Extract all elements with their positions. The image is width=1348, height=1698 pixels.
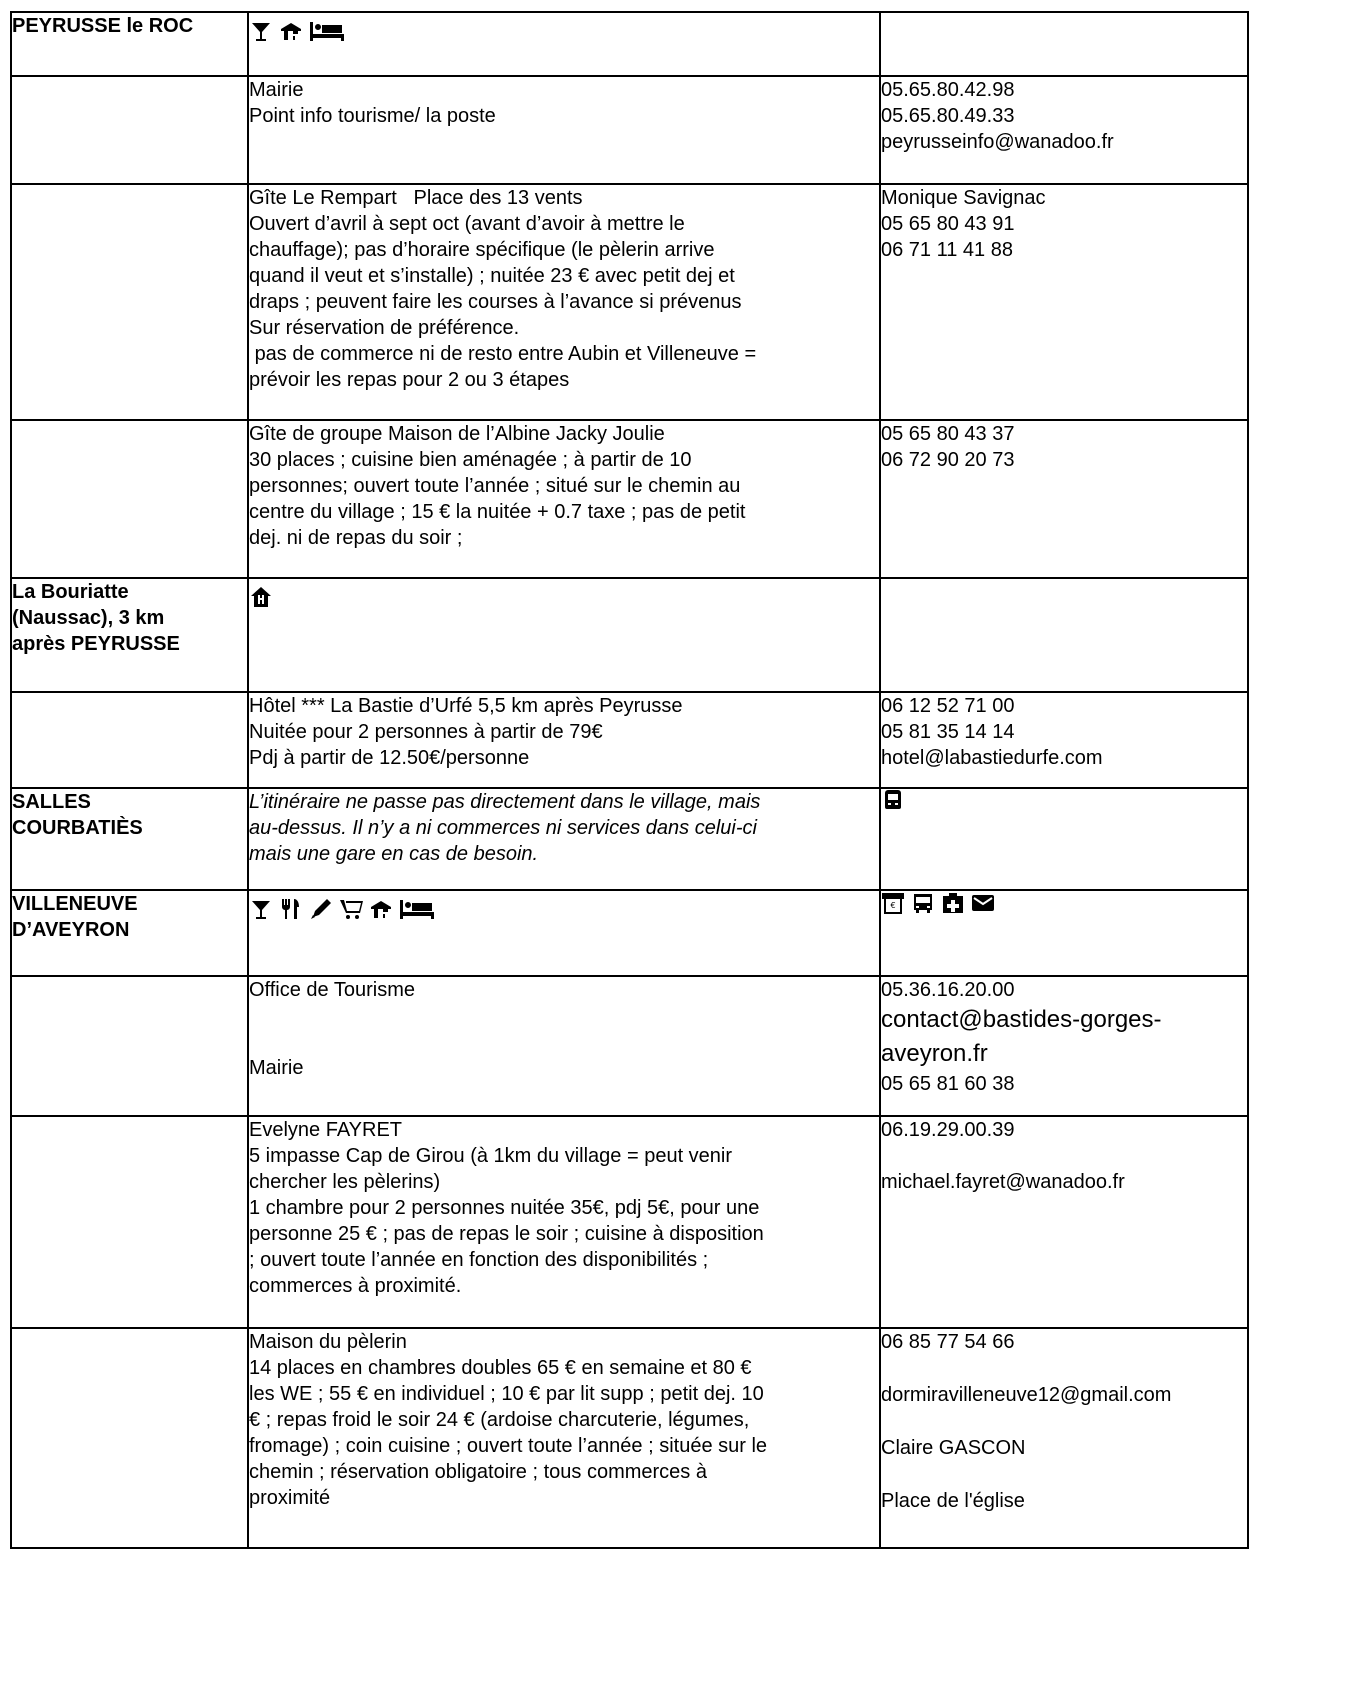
place-name: SALLES COURBATIÈS: [11, 788, 248, 890]
text-line: chemin ; réservation obligatoire ; tous commerces à: [249, 1461, 707, 1483]
text-line: dej. ni de repas du soir ;: [249, 527, 463, 549]
contact-cell: [880, 1328, 1248, 1548]
text-line: personnes; ouvert toute l’année ; situé sur le chemin au: [249, 475, 741, 497]
text-line: 14 places en chambres doubles 65 € en semaine et 80 €: [249, 1357, 752, 1379]
services-icons-cell: [248, 578, 880, 692]
text-line: Sur réservation de préférence.: [249, 317, 520, 339]
empty-cell: [11, 1328, 248, 1548]
shop-icon: [339, 897, 363, 921]
contact-cell: [880, 420, 1248, 578]
bus-icon: [911, 891, 935, 915]
text-line: centre du village ; 15 € la nuitée + 0.7 taxe ; pas de petit: [249, 501, 746, 523]
phone-number: 05.65.80.49.33: [881, 105, 1015, 127]
info-cell: [248, 76, 880, 184]
empty-cell: [11, 76, 248, 184]
text-line: prévoir les repas pour 2 ou 3 étapes: [249, 369, 570, 391]
email-address[interactable]: hotel@labastiedurfe.com: [881, 747, 1103, 769]
table-row: [11, 76, 1248, 184]
place-name: VILLENEUVE D’AVEYRON: [11, 890, 248, 976]
phone-number: 06 71 11 41 88: [881, 239, 1013, 261]
table-row: [11, 12, 1248, 76]
contact-name: Claire GASCON: [881, 1437, 1026, 1459]
contact-cell: [880, 692, 1248, 788]
contact-cell: [880, 976, 1248, 1116]
place-name: La Bouriatte (Naussac), 3 km après PEYRUSSE: [11, 578, 248, 692]
text-line: Point info tourisme/ la poste: [249, 105, 496, 127]
text-line: Hôtel *** La Bastie d’Urfé 5,5 km après Peyrusse: [249, 695, 683, 717]
email-address[interactable]: contact@bastides-gorges-aveyron.fr: [881, 1006, 1162, 1067]
mairie-label: Mairie: [249, 1057, 304, 1079]
contact-cell: [880, 1116, 1248, 1328]
text-line: Pdj à partir de 12.50€/personne: [249, 747, 530, 769]
phone-number: 05.65.80.42.98: [881, 79, 1015, 101]
bakery-icon: [369, 897, 393, 921]
text-line: Gîte Le Rempart Place des 13 vents: [249, 187, 583, 209]
empty-cell: [11, 420, 248, 578]
office-label: Office de Tourisme: [249, 979, 416, 1001]
empty-cell: [11, 1116, 248, 1328]
text-line: chauffage); pas d’horaire spécifique (le pèlerin arrive: [249, 239, 715, 261]
place-name: PEYRUSSE le ROC: [11, 12, 248, 76]
text-line: proximité: [249, 1487, 331, 1509]
info-cell: [248, 788, 880, 890]
text-line: Nuitée pour 2 personnes à partir de 79€: [249, 721, 603, 743]
contact-name: Monique Savignac: [881, 187, 1046, 209]
info-cell: [248, 184, 880, 420]
text-line: Gîte de groupe Maison de l’Albine Jacky Joulie: [249, 423, 665, 445]
table-row: [11, 692, 1248, 788]
info-cell: [248, 420, 880, 578]
phone-number: 05 81 35 14 14: [881, 721, 1015, 743]
empty-cell: [880, 12, 1248, 76]
table-row: [11, 976, 1248, 1116]
hotel-icon: [249, 585, 273, 609]
table-row: [11, 578, 1248, 692]
text-line: fromage) ; coin cuisine ; ouvert toute l’année ; située sur le: [249, 1435, 768, 1457]
bakery-icon: [279, 19, 303, 43]
contact-cell: [880, 184, 1248, 420]
table-row: [11, 890, 1248, 976]
table-row: [11, 788, 1248, 890]
services-icons-cell: [248, 890, 880, 976]
address: Place de l'église: [881, 1490, 1025, 1512]
text-line: 30 places ; cuisine bien aménagée ; à partir de 10: [249, 449, 692, 471]
text-line: commerces à proximité.: [249, 1275, 462, 1297]
table-row: [11, 1116, 1248, 1328]
train-icon: [881, 789, 905, 813]
text-line: Mairie: [249, 79, 304, 101]
svg-text:€: €: [890, 901, 896, 910]
phone-number: 05 65 81 60 38: [881, 1073, 1015, 1095]
phone-number: 06.19.29.00.39: [881, 1119, 1015, 1141]
email-address[interactable]: michael.fayret@wanadoo.fr: [881, 1171, 1125, 1193]
phone-number: 06 85 77 54 66: [881, 1331, 1015, 1353]
accommodation-table: [10, 11, 1249, 1549]
empty-cell: [11, 184, 248, 420]
doctor-icon: [941, 891, 965, 915]
pharmacy-icon: [309, 897, 333, 921]
text-line: Ouvert d’avril à sept oct (avant d’avoir à mettre le: [249, 213, 685, 235]
empty-cell: [11, 976, 248, 1116]
services-icons-cell: [880, 890, 1248, 976]
email-address[interactable]: peyrusseinfo@wanadoo.fr: [881, 131, 1114, 153]
contact-cell: [880, 76, 1248, 184]
services-icons-cell: [880, 788, 1248, 890]
atm-icon: [881, 891, 905, 915]
text-line: 1 chambre pour 2 personnes nuitée 35€, pdj 5€, pour une: [249, 1197, 760, 1219]
phone-number: 06 72 90 20 73: [881, 449, 1015, 471]
phone-number: 05 65 80 43 37: [881, 423, 1015, 445]
bed-icon: [399, 897, 435, 921]
empty-cell: [11, 692, 248, 788]
table-row: [11, 420, 1248, 578]
text-line: ; ouvert toute l’année en fonction des disponibilités ;: [249, 1249, 709, 1271]
empty-cell: [880, 578, 1248, 692]
table-row: [11, 184, 1248, 420]
bed-icon: [309, 19, 345, 43]
text-line: les WE ; 55 € en individuel ; 10 € par lit supp ; petit dej. 10: [249, 1383, 764, 1405]
text-line: personne 25 € ; pas de repas le soir ; cuisine à disposition: [249, 1223, 764, 1245]
info-cell: [248, 1116, 880, 1328]
phone-number: 06 12 52 71 00: [881, 695, 1015, 717]
text-line: pas de commerce ni de resto entre Aubin et Villeneuve =: [249, 343, 757, 365]
info-cell: [248, 1328, 880, 1548]
text-line: L’itinéraire ne passe pas directement dans le village, mais: [249, 791, 761, 813]
email-address[interactable]: dormiravilleneuve12@gmail.com: [881, 1384, 1172, 1406]
text-line: Evelyne FAYRET: [249, 1119, 403, 1141]
info-cell: [248, 976, 880, 1116]
mail-icon: [971, 891, 995, 915]
text-line: draps ; peuvent faire les courses à l’avance si prévenus: [249, 291, 742, 313]
text-line: mais une gare en cas de besoin.: [249, 843, 539, 865]
text-line: € ; repas froid le soir 24 € (ardoise charcuterie, légumes,: [249, 1409, 750, 1431]
text-line: chercher les pèlerins): [249, 1171, 441, 1193]
phone-number: 05 65 80 43 91: [881, 213, 1015, 235]
text-line: quand il veut et s’installe) ; nuitée 23 € avec petit dej et: [249, 265, 735, 287]
bar-icon: [249, 19, 273, 43]
table-row: [11, 1328, 1248, 1548]
text-line: 5 impasse Cap de Girou (à 1km du village = peut venir: [249, 1145, 733, 1167]
text-line: Maison du pèlerin: [249, 1331, 407, 1353]
phone-number: 05.36.16.20.00: [881, 979, 1015, 1001]
info-cell: [248, 692, 880, 788]
bar-icon: [249, 897, 273, 921]
services-icons-cell: [248, 12, 880, 76]
text-line: au-dessus. Il n’y a ni commerces ni services dans celui-ci: [249, 817, 757, 839]
restaurant-icon: [279, 897, 303, 921]
